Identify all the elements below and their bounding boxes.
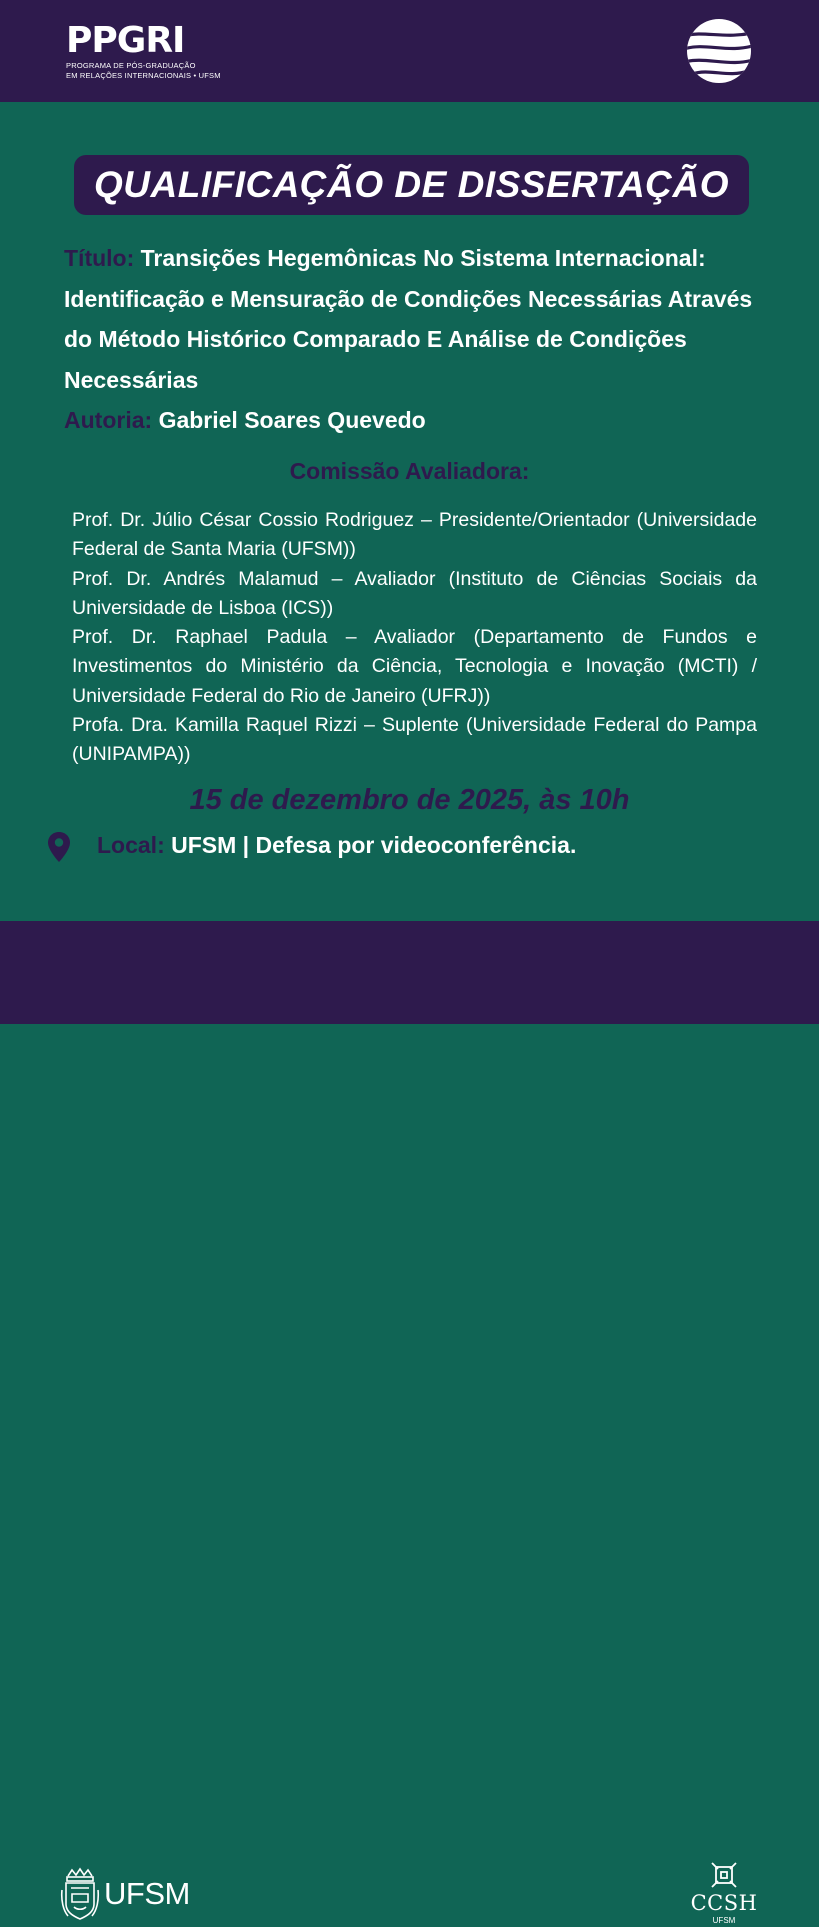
map-pin-icon [47,831,71,863]
location-value: UFSM | Defesa por videoconferência. [171,832,577,858]
commission-member: Profa. Dra. Kamilla Raquel Rizzi – Suplente (Universidade Federal do Pampa (UNIPAMPA)) [72,714,757,766]
ppgri-logo-text: PPGRI [66,20,185,61]
ccsh-logo-subtitle: UFSM [712,1916,736,1925]
author-label: Autoria: [64,407,153,433]
title-label: Título: [64,245,135,271]
commission-member: Prof. Dr. Júlio César Cossio Rodriguez – Presidente/Orientador (Universidade Federal de Santa Maria (UFSM)) [72,509,757,561]
dissertation-info [64,238,764,441]
ccsh-logo-text: CCSH [690,1891,758,1915]
commission-heading: Comissão Avaliadora: [289,458,530,484]
commission-member: Prof. Dr. Andrés Malamud – Avaliador (Instituto de Ciências Sociais da Universidade de Lisboa (ICS)) [72,567,757,619]
ufsm-logo-text: UFSM [104,1876,190,1911]
location [97,832,576,859]
event-type-badge: QUALIFICAÇÃO DE DISSERTAÇÃO [74,155,749,215]
ccsh-logo [688,1861,760,1927]
ufsm-crest-icon [60,1866,100,1922]
commission-members [72,506,757,770]
ccsh-emblem-icon [710,1861,738,1889]
ppgri-logo-subtitle-1: PROGRAMA DE PÓS-GRADUAÇÃO [66,61,196,70]
ufsm-logo [60,1866,210,1922]
location-label: Local: [97,832,165,858]
footer-bar [0,921,819,1925]
dissertation-title: Transições Hegemônicas No Sistema Internacional: Identificação e Mensuração de Condições Necessárias Através do Método Histórico Comparado E Análise de Condições Necessárias [64,245,753,393]
event-date: 15 de dezembro de 2025, às 10h [189,784,630,816]
commission-member: Prof. Dr. Raphael Padula – Avaliador (Departamento de Fundos e Investimentos do Ministério da Ciência, Tecnologia e Inovação (MCTI) / Universidade Federal do Rio de Janeiro (UFRJ)) [72,626,757,707]
header-bar [0,0,819,102]
globe-icon [686,18,752,84]
ppgri-logo-subtitle-2: EM RELAÇÕES INTERNACIONAIS • UFSM [66,71,221,80]
ppgri-logo [66,22,221,80]
author-name: Gabriel Soares Quevedo [158,407,426,433]
